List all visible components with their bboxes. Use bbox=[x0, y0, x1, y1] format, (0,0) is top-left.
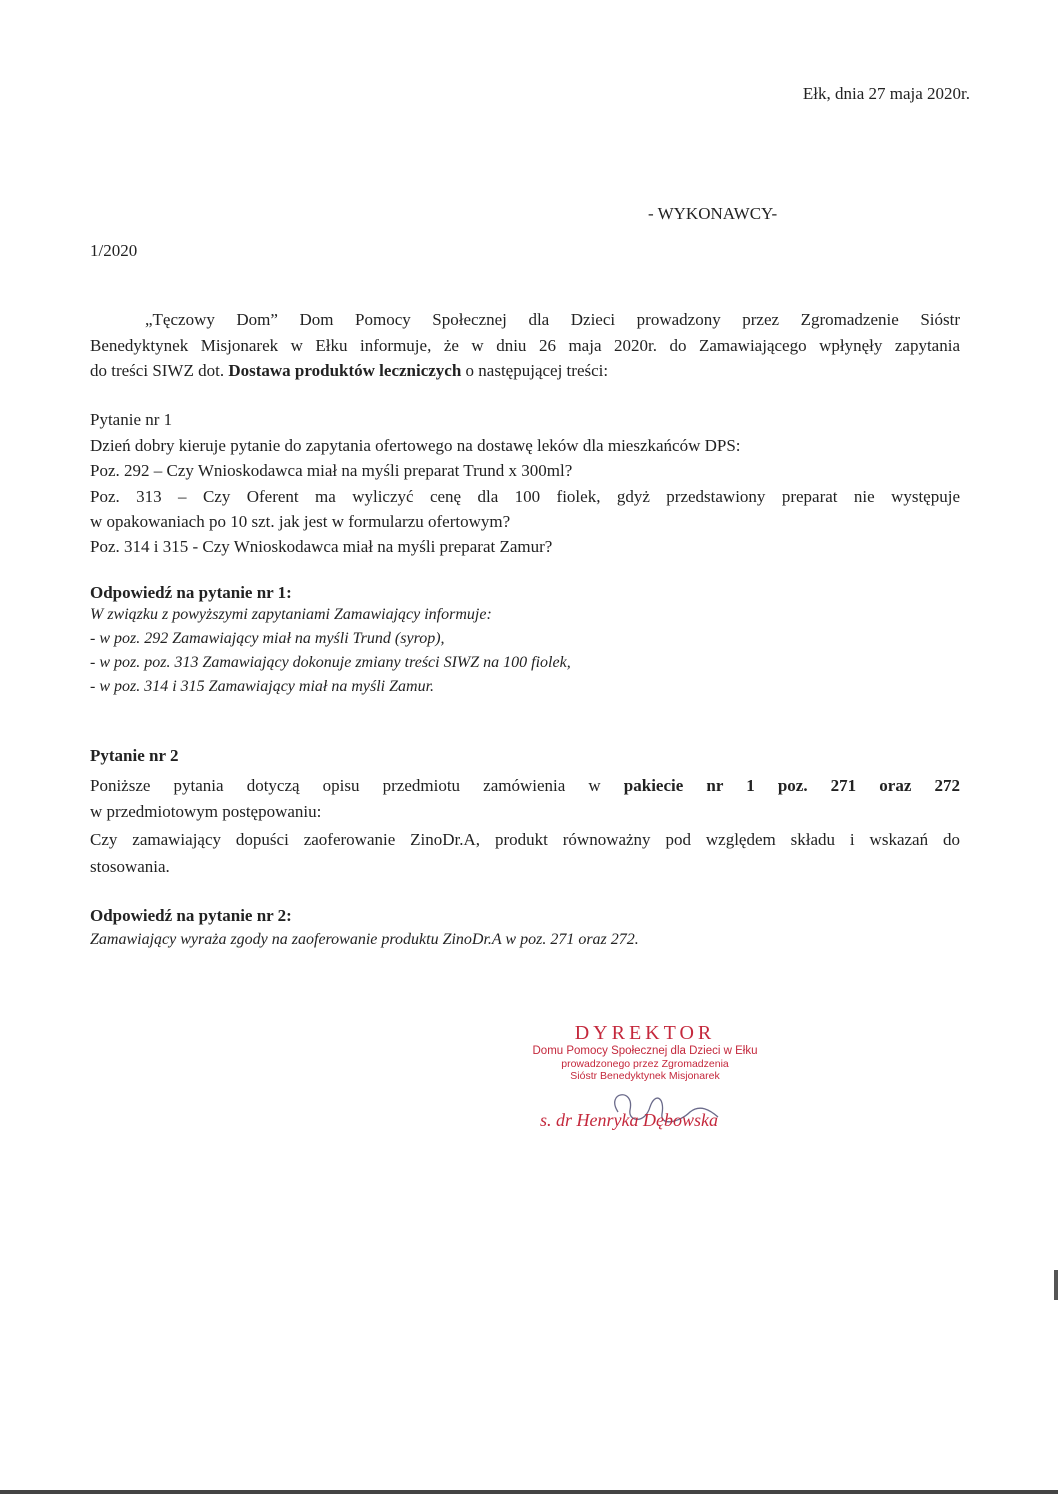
question-2-line-1 bbox=[90, 776, 960, 796]
intro-line-3-start: do treści SIWZ dot. bbox=[90, 361, 229, 380]
question-1-line: Poz. 314 i 315 - Czy Wnioskodawca miał na myśli preparat Zamur? bbox=[90, 537, 553, 556]
package-reference: pakiecie nr 1 poz. 271 oraz 272 bbox=[623, 776, 961, 795]
scan-bottom-border bbox=[0, 1490, 1058, 1494]
answer-1-line: - w poz. poz. 313 Zamawiający dokonuje zmiany treści SIWZ na 100 fiolek, bbox=[90, 654, 571, 671]
question-2-line-1-start: Poniższe pytania dotyczą opisu przedmiotu zamówienia w bbox=[90, 776, 624, 795]
answer-2-heading: Odpowiedź na pytanie nr 2: bbox=[90, 906, 292, 925]
intro-line-1: „Tęczowy Dom” Dom Pomocy Społecznej dla Dzieci prowadzony przez Zgromadzenie Sióstr bbox=[145, 310, 960, 329]
intro-line-3 bbox=[90, 361, 608, 381]
intro-line-3-end: o następującej treści: bbox=[461, 361, 609, 380]
question-2-line-4: stosowania. bbox=[90, 857, 170, 876]
question-1-line: Poz. 292 – Czy Wnioskodawca miał na myśli preparat Trund x 300ml? bbox=[90, 461, 573, 480]
question-1-line: w opakowaniach po 10 szt. jak jest w formularzu ofertowym? bbox=[90, 512, 511, 531]
stamp-line: prowadzonego przez Zgromadzenia bbox=[561, 1058, 729, 1070]
place-and-date: Ełk, dnia 27 maja 2020r. bbox=[802, 84, 970, 103]
stamp-title: DYREKTOR bbox=[574, 1022, 716, 1044]
question-2-heading: Pytanie nr 2 bbox=[90, 746, 179, 765]
question-1-line: Dzień dobry kieruje pytanie do zapytania ofertowego na dostawę leków dla mieszkańców DPS: bbox=[90, 436, 741, 455]
intro-line-2: Benedyktynek Misjonarek w Ełku informuje, że w dniu 26 maja 2020r. do Zamawiającego wpłynęły zapytania bbox=[90, 336, 960, 355]
scan-edge-mark bbox=[1054, 1270, 1058, 1300]
question-1-line: Poz. 313 – Czy Oferent ma wyliczyć cenę dla 100 fiolek, gdyż przedstawiony preparat nie występuje bbox=[90, 487, 960, 506]
subject-title: Dostawa produktów leczniczych bbox=[228, 361, 462, 380]
stamp-line: Sióstr Benedyktynek Misjonarek bbox=[570, 1070, 720, 1082]
question-2-line-3: Czy zamawiający dopuści zaoferowanie ZinoDr.A, produkt równoważny pod względem składu i wskazań do bbox=[90, 830, 960, 849]
answer-1-line: - w poz. 292 Zamawiający miał na myśli Trund (syrop), bbox=[90, 630, 445, 647]
addressee: - WYKONAWCY- bbox=[648, 204, 778, 223]
question-1-heading: Pytanie nr 1 bbox=[90, 410, 173, 429]
signer-name: s. dr Henryka Dębowska bbox=[540, 1110, 718, 1130]
stamp-line: Domu Pomocy Społecznej dla Dzieci w Ełku bbox=[532, 1045, 758, 1057]
director-stamp bbox=[520, 1022, 770, 1082]
question-2-line-2: w przedmiotowym postępowaniu: bbox=[90, 802, 322, 821]
answer-1-line: W związku z powyższymi zapytaniami Zamawiający informuje: bbox=[90, 606, 492, 623]
answer-1-line: - w poz. 314 i 315 Zamawiający miał na myśli Zamur. bbox=[90, 678, 435, 695]
answer-1-heading: Odpowiedź na pytanie nr 1: bbox=[90, 583, 292, 602]
reference-number: 1/2020 bbox=[90, 241, 138, 260]
answer-2-line: Zamawiający wyraża zgody na zaoferowanie produktu ZinoDr.A w poz. 271 oraz 272. bbox=[90, 931, 639, 948]
